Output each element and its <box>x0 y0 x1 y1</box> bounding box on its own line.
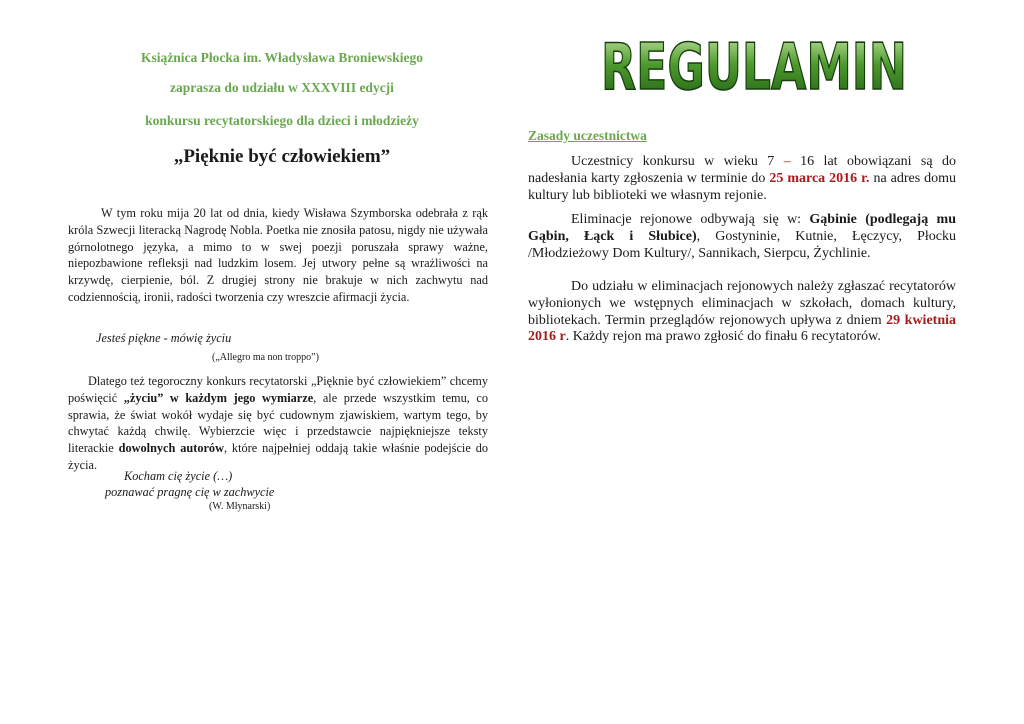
organizer-line: Książnica Płocka im. Władysława Broniewskiego <box>141 50 423 65</box>
theme-emphasis-life: „życiu” w każdym jego wymiarze <box>123 390 314 405</box>
rule-2-text-c: , Gostyninie, Kutnie, Łęczycy, Płocku /Młodzieżowy Dom Kultury/, Sannikach, Sierpcu, Żychlinie. <box>528 228 957 261</box>
contest-line: konkursu recytatorskiego dla dzieci i młodzieży <box>145 113 419 128</box>
regulamin-wordart <box>598 31 910 105</box>
theme-paragraph <box>68 373 488 474</box>
quote-2-line-1: Kocham cię życie (…) <box>124 469 233 483</box>
intro-paragraph: W tym roku mija 20 lat od dnia, kiedy Wisława Szymborska odebrała z rąk króla Szwecji literacką Nagrodę Nobla. Poetka nie znosiła patosu, nigdy nie używała górnolotnego języka, a mimo to w swej poezji poruszała sprawy ważne, niepozbawione refleksji nad ludzkim losem. Jej utwory pełne są wrażliwości na krzywdę, cierpienie, ból. Z drugiej strony nie brakuje w nich zachwytu nad codziennością, ironii, radości tworzenia czy wreszcie afirmacji życia. <box>68 206 488 304</box>
rule-3 <box>528 279 956 346</box>
rule-1-text-a: Uczestnicy konkursu w wieku 7 <box>571 154 784 169</box>
rule-3-text-a: Do udziału w eliminacjach rejonowych należy zgłaszać recytatorów wyłonionych we wstępnych eliminacjach w szkołach, domach kultury, bibliotekach. Termin przeglądów rejonowych upływa z dniem <box>528 279 956 328</box>
theme-text-e: , które najpełniej oddają takie właśnie podejście do życia. <box>68 441 488 472</box>
theme-emphasis-authors: dowolnych autorów <box>118 441 224 456</box>
theme-text-c: , ale przede wszystkim temu, co sprawia, że świat wokół wydaje się być cudownym zjawiskiem, wartym tego, by chwytać każdą chwilę. Wybierzcie więc i przedstawcie najpiękniejsze teksty literackie <box>68 390 489 456</box>
rule-2-text-a: Eliminacje rejonowe odbywają się w: <box>571 212 810 227</box>
quote-2-line-2: poznawać pragnę cię w zachwycie <box>105 485 275 499</box>
rule-1-text-b: 16 lat obowiązani są do nadesłania karty zgłoszenia w terminie do <box>528 154 956 186</box>
theme-text-a: Dlatego też tegoroczny konkurs recytatorski „Pięknie być człowiekiem” chcemy poświęcić <box>68 374 488 405</box>
regulamin-heading-text: REGULAMIN <box>601 31 907 105</box>
quote-1: Jesteś piękne - mówię życiu <box>96 331 232 345</box>
rules-heading: Zasady uczestnictwa <box>528 128 647 143</box>
rule-1 <box>528 154 956 204</box>
quote-1-source: („Allegro ma non troppo”) <box>212 352 319 363</box>
quote-2-source: (W. Młynarski) <box>209 501 271 512</box>
rule-2 <box>528 212 956 262</box>
rule-2-emphasis: Gąbinie (podlegają mu Gąbin, Łąck i Słubice) <box>528 212 957 244</box>
rule-3-deadline: 29 kwietnia 2016 r <box>528 312 956 345</box>
invitation-line: zaprasza do udziału w XXXVIII edycji <box>170 80 394 95</box>
rule-1-dash: – <box>783 154 791 169</box>
rule-1-deadline: 25 marca 2016 r. <box>769 170 870 186</box>
rule-1-text-c: na adres domu kultury lub biblioteki we własnym rejonie. <box>528 170 956 203</box>
rule-3-text-b: . Każdy rejon ma prawo zgłosić do finału 6 recytatorów. <box>565 329 881 345</box>
contest-title: „Pięknie być człowiekiem” <box>173 146 391 167</box>
